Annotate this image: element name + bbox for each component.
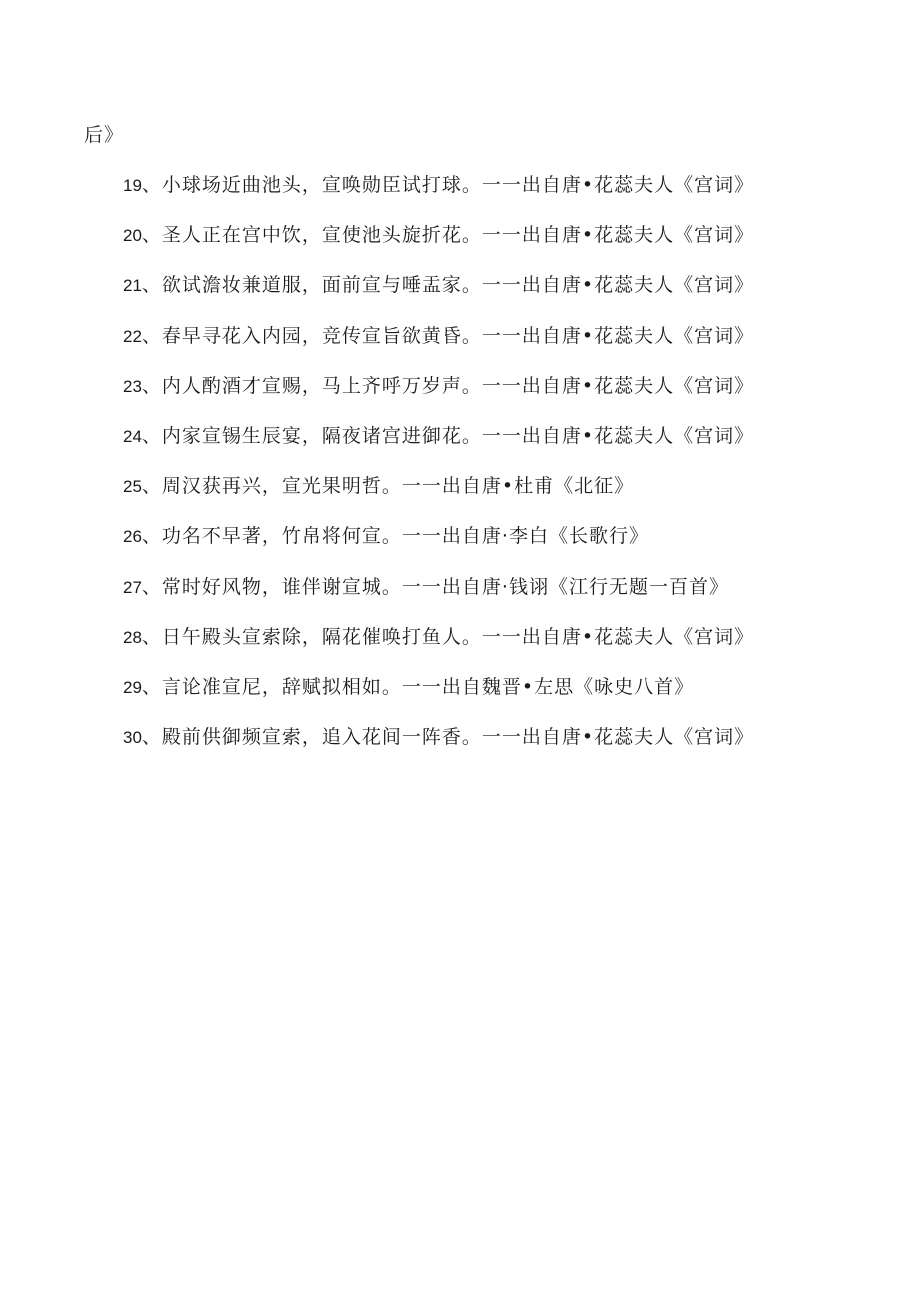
quote-number: 20 xyxy=(123,226,142,246)
quote-item xyxy=(123,372,754,422)
quote-list xyxy=(123,171,754,773)
quote-number: 25 xyxy=(123,477,142,497)
quote-number: 28 xyxy=(123,627,142,647)
quote-number: 26 xyxy=(123,527,142,547)
quote-text: 、内人酌酒才宣赐，马上齐呼万岁声。一一出自唐•花蕊夫人《宫词》 xyxy=(141,374,755,397)
quote-number: 23 xyxy=(123,376,142,396)
quote-text: 、周汉获再兴，宣光果明哲。一一出自唐•杜甫《北征》 xyxy=(141,475,635,498)
quote-number: 22 xyxy=(123,326,142,346)
quote-item xyxy=(123,472,754,522)
quote-number: 21 xyxy=(123,276,142,296)
quote-number: 29 xyxy=(123,677,142,697)
quote-number: 30 xyxy=(123,728,142,748)
quote-text: 、春早寻花入内园，竞传宣旨欲黄昏。一一出自唐•花蕊夫人《宫词》 xyxy=(141,324,755,347)
quote-text: 、言论准宣尼，辞赋拟相如。一一出自魏晋•左思《咏史八首》 xyxy=(141,675,695,698)
continued-text: 后》 xyxy=(84,124,125,146)
quote-item xyxy=(123,522,754,572)
quote-text: 、殿前供御频宣索，追入花间一阵香。一一出自唐•花蕊夫人《宫词》 xyxy=(141,726,755,749)
quote-number: 27 xyxy=(123,577,142,597)
quote-text: 、常时好风物，谁伴谢宣城。一一出自唐·钱诩《江行无题一百首》 xyxy=(141,575,729,598)
quote-text: 、内家宣锡生辰宴，隔夜诸宫进御花。一一出自唐•花蕊夫人《宫词》 xyxy=(141,424,755,447)
quote-item xyxy=(123,171,754,221)
quote-text: 、欲试澹妆兼道服，面前宣与唾盂家。一一出自唐•花蕊夫人《宫词》 xyxy=(141,274,755,297)
quote-text: 、日午殿头宣索除，隔花催唤打鱼人。一一出自唐•花蕊夫人《宫词》 xyxy=(141,625,755,648)
quote-item xyxy=(123,271,754,321)
quote-item xyxy=(123,673,754,723)
quote-number: 19 xyxy=(123,176,142,195)
quote-item xyxy=(123,221,754,271)
quote-item xyxy=(123,322,754,372)
quote-item xyxy=(123,573,754,623)
quote-number: 24 xyxy=(123,426,142,446)
quote-item xyxy=(123,623,754,673)
quote-text: 、小球场近曲池头，宣唤勋臣试打球。一一出自唐•花蕊夫人《宫词》 xyxy=(141,174,755,196)
quote-item xyxy=(123,422,754,472)
quote-text: 、圣人正在宫中饮，宣使池头旋折花。一一出自唐•花蕊夫人《宫词》 xyxy=(141,224,755,247)
quote-item xyxy=(123,723,754,773)
quote-text: 、功名不早著，竹帛将何宣。一一出自唐·李白《长歌行》 xyxy=(141,525,649,548)
